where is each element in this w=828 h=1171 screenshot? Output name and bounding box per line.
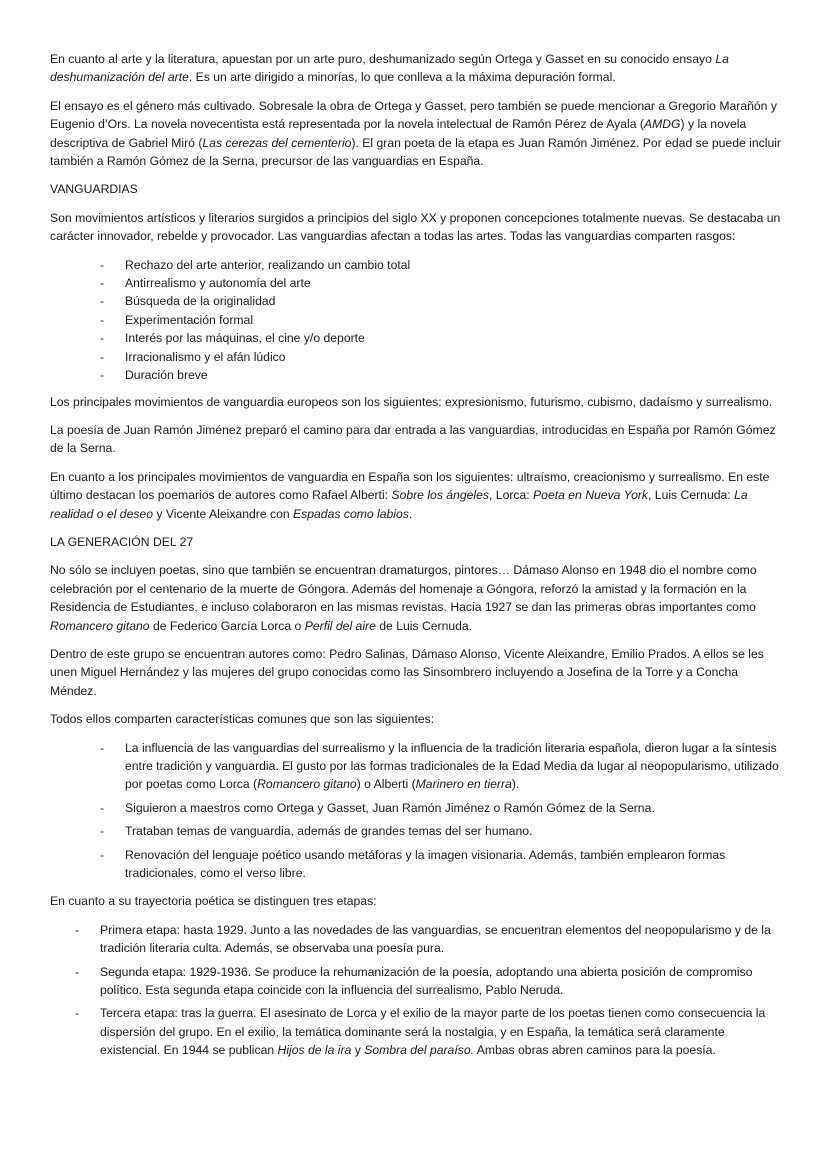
generacion-paragraph-4: En cuanto a su trayectoria poética se distinguen tres etapas: [50, 894, 377, 909]
list-item: - Primera etapa: hasta 1929. Junto a las novedades de las vanguardias, se encuentran elementos del neopopularismo y de la tradición literaria culta. Además, se observaba una poesía pura. [75, 922, 771, 956]
section-heading-generacion-27: LA GENERACIÓN DEL 27 [50, 534, 194, 549]
list-item: - Duración breve [100, 366, 788, 384]
dash-bullet: - [100, 294, 105, 309]
section-heading-vanguardias: VANGUARDIAS [50, 182, 138, 197]
book-title: Poeta en Nueva York [533, 488, 649, 503]
dash-bullet: - [100, 331, 105, 346]
book-title: Sombra del paraíso. [364, 1043, 474, 1058]
list-item: - Interés por las máquinas, el cine y/o deporte [100, 329, 788, 347]
list-item: - Búsqueda de la originalidad [100, 292, 788, 310]
generacion-paragraph-1: No sólo se incluyen poetas, sino que también se encuentran dramaturgos, pintores… Dámaso Alonso en 1948 dio el nombre como celebración por el centenario de la muerte de Góngora. Además del homenaje a Góngora, reforzó la amistad y la formación en la Residencia de Estudiantes, e incluso colaboraron en las mismas revistas. Hacia 1927 se dan las primeras obras importantes como Romancero gitano de Federico García Lorca o Perfil del aire de Luis Cernuda. [50, 563, 757, 633]
dash-bullet: - [75, 1006, 80, 1021]
book-title: AMDG [643, 117, 681, 132]
list-item: - Rechazo del arte anterior, realizando un cambio total [100, 256, 788, 274]
dash-bullet: - [100, 312, 105, 327]
intro-paragraph-2: El ensayo es el género más cultivado. Sobresale la obra de Ortega y Gasset, pero también se puede mencionar a Gregorio Marañón y Eugenio d’Ors. La novela novecentista está representada por la novela intelectual de Ramón Pérez de Ayala (AMDG) y la novela descriptiva de Gabriel Miró (Las cerezas del cementerio). El gran poeta de la etapa es Juan Ramón Jiménez. Por edad se puede incluir también a Ramón Gómez de la Serna, precursor de las vanguardias en España. [50, 98, 781, 169]
dash-bullet: - [75, 922, 80, 937]
dash-bullet: - [100, 824, 105, 839]
list-item: - Irracionalismo y el afán lúdico [100, 348, 788, 366]
book-title: Marinero en tierra [415, 777, 512, 792]
vanguardias-paragraph-1: Son movimientos artísticos y literarios surgidos a principios del siglo XX y proponen concepciones totalmente nuevas. Se destacaba un carácter innovador, rebelde y provocador. Las vanguardias afectan a todas las artes. Todas las vanguardias comparten rasgos: [50, 210, 781, 244]
book-title: Romancero gitano [257, 777, 357, 792]
list-item: - Siguieron a maestros como Ortega y Gasset, Juan Ramón Jiménez o Ramón Gómez de la Serna. [100, 799, 788, 817]
etapas-list [50, 921, 788, 1060]
list-item: - Segunda etapa: 1929-1936. Se produce la rehumanización de la poesía, adoptando una abierta posición de compromiso político. Esta segunda etapa coincide con la influencia del surrealismo, Pablo Neruda. [75, 964, 753, 998]
list-item: - Trataban temas de vanguardia, además de grandes temas del ser humano. [100, 822, 788, 840]
dash-bullet: - [100, 740, 105, 755]
intro-paragraph-1: En cuanto al arte y la literatura, apuestan por un arte puro, deshumanizado según Ortega y Gasset en su conocido ensayo La deshumanización del arte. Es un arte dirigido a minorías, lo que conlleva a la máxima depuración formal. [50, 52, 729, 85]
dash-bullet: - [100, 847, 105, 862]
book-title: Las cerezas del cementerio [202, 135, 352, 150]
list-item: - Antirrealismo y autonomía del arte [100, 274, 788, 292]
dash-bullet: - [100, 800, 105, 815]
generacion-paragraph-2: Dentro de este grupo se encuentran autores como: Pedro Salinas, Dámaso Alonso, Vicente Aleixandre, Emilio Prados. A ellos se les unen Miguel Hernández y las mujeres del grupo conocidas como las Sinsombrero incluyendo a Josefina de la Torre y a Concha Méndez. [50, 646, 764, 698]
book-title: Perfil del aire [304, 618, 376, 633]
rasgos-list [50, 256, 788, 385]
dash-bullet: - [75, 964, 80, 979]
book-title: La deshumanización del arte [50, 52, 729, 85]
book-title: Hijos de la ira [277, 1043, 352, 1058]
vanguardias-paragraph-3: La poesía de Juan Ramón Jiménez preparó el camino para dar entrada a las vanguardias, introducidas en España por Ramón Gómez de la Serna. [50, 422, 776, 456]
book-title: La realidad o el deseo [50, 488, 748, 521]
book-title: Romancero gitano [50, 618, 150, 633]
caracteristicas-list [50, 739, 788, 883]
list-item: - Renovación del lenguaje poético usando metáforas y la imagen visionaria. Además, también emplearon formas tradicionales, como el verso libre. [100, 847, 726, 881]
dash-bullet: - [100, 257, 105, 272]
vanguardias-paragraph-4: En cuanto a los principales movimientos de vanguardia en España son los siguientes: ultraísmo, creacionismo y surrealismo. En este último destacan los poemarios de autores como Rafael Alberti: Sobre los ángeles, Lorca: Poeta en Nueva York, Luis Cernuda: La realidad o el deseo y Vicente Aleixandre con Espadas como labios. [50, 469, 770, 521]
list-item: - La influencia de las vanguardias del surrealismo y la influencia de la tradición literaria española, dieron lugar a la síntesis entre tradición y vanguardia. El gusto por las formas tradicionales de la Edad Media da lugar al neopopularismo, utilizado por poetas como Lorca (Romancero gitano) o Alberti (Marinero en tierra). [100, 740, 779, 792]
book-title: Sobre los ángeles [391, 488, 490, 503]
book-title: Espadas como labios [293, 506, 409, 521]
dash-bullet: - [100, 276, 105, 291]
vanguardias-paragraph-2: Los principales movimientos de vanguardia europeos son los siguientes: expresionismo, futurismo, cubismo, dadaísmo y surrealismo. [50, 394, 773, 409]
list-item: - Tercera etapa: tras la guerra. El asesinato de Lorca y el exilio de la mayor parte de los poetas tienen como consecuencia la dispersión del grupo. En el exilio, la temática dominante será la nostalgia, y en España, la temática será claramente existencial. En 1944 se publican Hijos de la ira y Sombra del paraíso. Ambas obras abren caminos para la poesía. [75, 1006, 766, 1058]
dash-bullet: - [100, 349, 105, 364]
generacion-paragraph-3: Todos ellos comparten características comunes que son las siguientes: [50, 712, 435, 727]
dash-bullet: - [100, 368, 105, 383]
list-item: - Experimentación formal [100, 311, 788, 329]
